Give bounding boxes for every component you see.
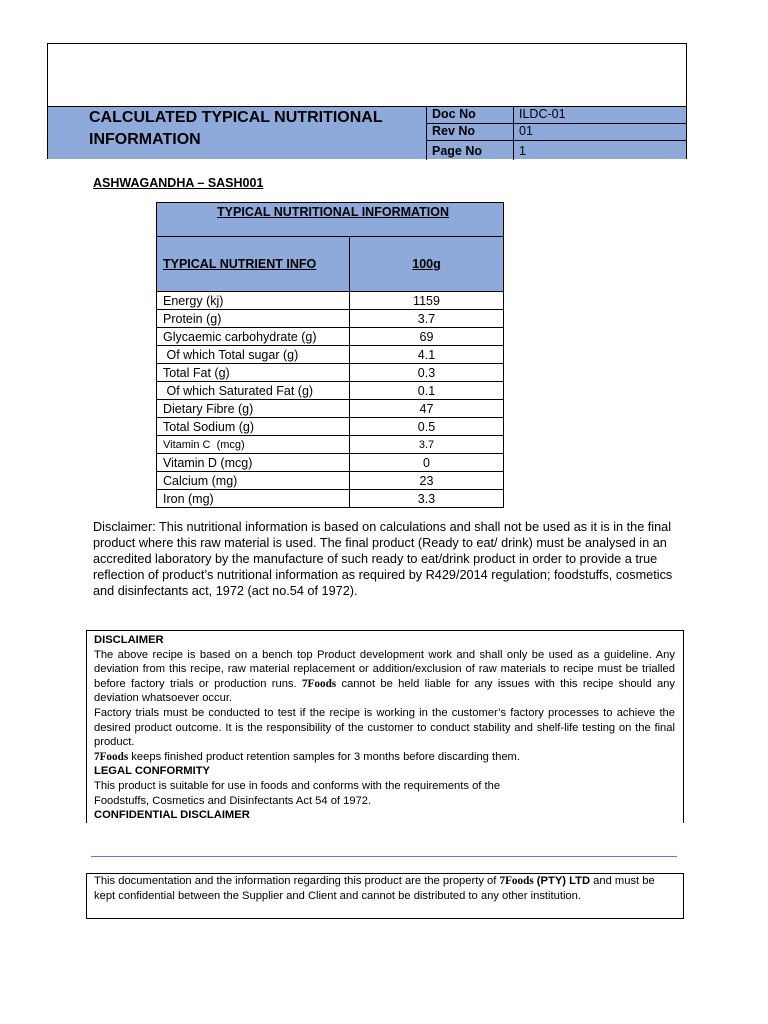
nutrient-name: Of which Total sugar (g) xyxy=(157,346,350,364)
table-row xyxy=(157,364,504,382)
nutrient-value: 0.1 xyxy=(350,382,504,400)
nutrient-value: 0 xyxy=(350,454,504,472)
brand-name: 7Foods xyxy=(499,875,534,887)
nutrient-name: Total Sodium (g) xyxy=(157,418,350,436)
nutrient-value: 3.7 xyxy=(350,436,504,454)
column-header-nutrient: TYPICAL NUTRIENT INFO xyxy=(157,237,350,292)
disclaimer-paragraph-1 xyxy=(94,648,675,706)
doc-no-value: ILDC-01 xyxy=(519,107,566,121)
column-header-value: 100g xyxy=(350,237,504,292)
doc-no-label: Doc No xyxy=(426,107,514,123)
table-row xyxy=(157,490,504,508)
table-row xyxy=(157,382,504,400)
nutrient-name: Dietary Fibre (g) xyxy=(157,400,350,418)
legal-line-1: This product is suitable for use in foods and conforms with the requirements of the xyxy=(94,779,501,792)
brand-name: 7Foods xyxy=(301,677,337,690)
table-caption: TYPICAL NUTRITIONAL INFORMATION xyxy=(157,203,504,237)
document-title: CALCULATED TYPICAL NUTRITIONAL INFORMATION xyxy=(89,109,383,148)
disclaimer-heading: DISCLAIMER xyxy=(94,634,164,646)
header-band xyxy=(48,106,686,159)
nutrient-name: Glycaemic carbohydrate (g) xyxy=(157,328,350,346)
product-name: ASHWAGANDHA – SASH001 xyxy=(93,176,264,190)
brand-name: 7Foods xyxy=(94,750,129,763)
confidential-text: This documentation and the information regarding this product are the property of xyxy=(94,875,500,887)
rev-no-row xyxy=(426,124,686,141)
nutrient-name: Energy (kj) xyxy=(157,292,350,310)
confidential-heading: CONFIDENTIAL DISCLAIMER xyxy=(94,809,250,822)
table-header-row xyxy=(157,237,504,292)
document-header xyxy=(47,43,687,159)
nutrient-name: Iron (mg) xyxy=(157,490,350,508)
nutrient-value: 3.7 xyxy=(350,310,504,328)
nutrient-value: 3.3 xyxy=(350,490,504,508)
table-body xyxy=(157,292,504,508)
table-row xyxy=(157,418,504,436)
table-row xyxy=(157,292,504,310)
disclaimer-box xyxy=(86,630,684,823)
disclaimer-paragraph-3 xyxy=(94,750,675,765)
table-row xyxy=(157,454,504,472)
nutrient-name: Vitamin D (mcg) xyxy=(157,454,350,472)
disclaimer-p1-tail: cannot be held liable for any issues with this recipe should any deviation whatsoever occur. xyxy=(94,677,675,705)
nutrient-value: 0.3 xyxy=(350,364,504,382)
nutrient-value: 1159 xyxy=(350,292,504,310)
nutrient-name: Vitamin C (mcg) xyxy=(157,436,350,454)
legal-line-2: Foodstuffs, Cosmetics and Disinfectants Act 54 of 1972. xyxy=(94,794,372,807)
nutrition-table xyxy=(156,202,504,508)
page-no-value: 1 xyxy=(519,144,526,158)
nutrient-value: 23 xyxy=(350,472,504,490)
table-row xyxy=(157,472,504,490)
nutrient-name: Of which Saturated Fat (g) xyxy=(157,382,350,400)
page-no-row xyxy=(426,141,686,160)
divider-line xyxy=(91,856,677,857)
table-row xyxy=(157,346,504,364)
nutrient-value: 69 xyxy=(350,328,504,346)
nutrient-value: 47 xyxy=(350,400,504,418)
doc-no-row xyxy=(426,107,686,124)
nutrient-value: 4.1 xyxy=(350,346,504,364)
table-caption-row xyxy=(157,203,504,237)
table-row xyxy=(157,400,504,418)
nutrient-value: 0.5 xyxy=(350,418,504,436)
legal-conformity-heading: LEGAL CONFORMITY xyxy=(94,765,211,778)
company-suffix: (PTY) LTD xyxy=(533,875,591,887)
rev-no-value: 01 xyxy=(519,124,533,138)
confidential-text-rest: and must be kept confidential between the Supplier and Client and cannot be distributed to any other institution. xyxy=(94,875,655,902)
page-no-label: Page No xyxy=(426,141,514,160)
nutrient-name: Calcium (mg) xyxy=(157,472,350,490)
disclaimer-p1-text: The above recipe is based on a bench top Product development work and shall only be used as a guideline. Any deviation from this recipe, raw material replacement or addition/exclusion of raw materials to recipe must be trialled before factory trials or production runs. xyxy=(94,648,675,690)
table-row xyxy=(157,436,504,454)
disclaimer-paragraph-2: Factory trials must be conducted to test if the recipe is working in the customer’s factory processes to achieve the desired product outcome. It is the responsibility of the customer to conduct stability and shelf-life testing on the final product. xyxy=(94,706,675,749)
table-row xyxy=(157,328,504,346)
confidential-box xyxy=(86,873,684,919)
nutrition-disclaimer: Disclaimer: This nutritional information is based on calculations and shall not be used as it is in the final product where this raw material is used. The final product (Ready to eat/ drink) must be analysed in an accredited laboratory by the manufacture of such ready to eat/drink product in order to provide a true reflection of product’s nutritional information as required by R429/2014 regulation; foodstuffs, cosmetics and disinfectants act, 1972 (act no.54 of 1972). xyxy=(93,520,673,598)
disclaimer-p3-text: keeps finished product retention samples for 3 months before discarding them. xyxy=(128,750,520,763)
document-meta xyxy=(426,107,686,159)
rev-no-label: Rev No xyxy=(426,124,514,140)
nutrient-name: Total Fat (g) xyxy=(157,364,350,382)
table-row xyxy=(157,310,504,328)
nutrient-name: Protein (g) xyxy=(157,310,350,328)
